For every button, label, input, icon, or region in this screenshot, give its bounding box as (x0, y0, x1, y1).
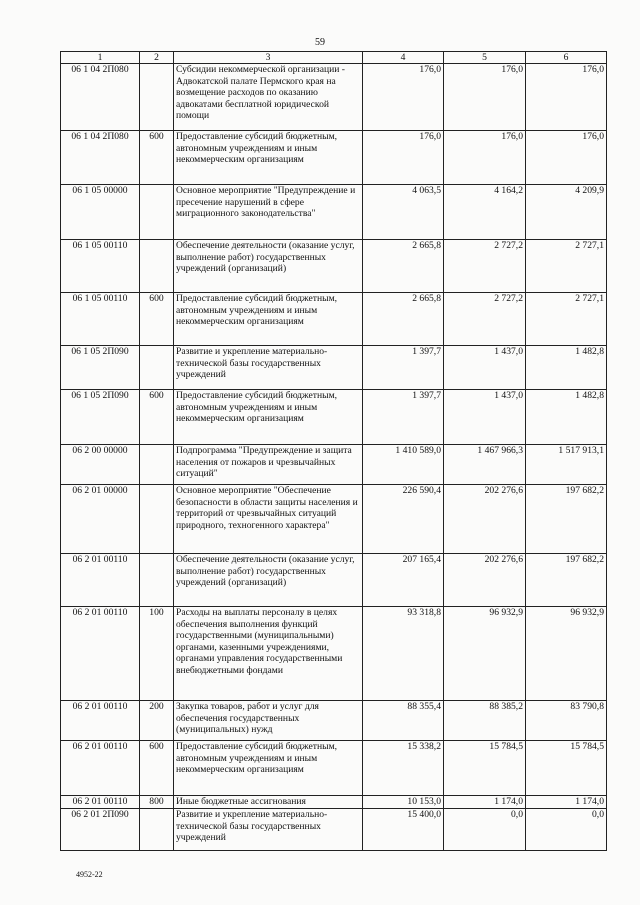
budget-table (60, 51, 607, 851)
item-name: Иные бюджетные ассигнования (174, 796, 363, 809)
expense-type: 600 (140, 131, 174, 185)
expense-type: 200 (140, 701, 174, 741)
item-name: Предоставление субсидий бюджетным, автономным учреждениям и иным некоммерческим организациям (174, 131, 363, 185)
value-col5: 15 784,5 (444, 741, 526, 796)
budget-code: 06 1 05 2П090 (61, 346, 140, 390)
table-row (61, 701, 607, 741)
table-row (61, 390, 607, 445)
budget-code: 06 2 01 00110 (61, 554, 140, 607)
value-col6: 197 682,2 (526, 485, 607, 554)
budget-code: 06 2 01 00110 (61, 796, 140, 809)
value-col6: 1 482,8 (526, 390, 607, 445)
value-col5: 202 276,6 (444, 554, 526, 607)
table-header-row (61, 52, 607, 64)
value-col4: 10 153,0 (363, 796, 444, 809)
value-col4: 15 338,2 (363, 741, 444, 796)
item-name: Предоставление субсидий бюджетным, автономным учреждениям и иным некоммерческим организациям (174, 390, 363, 445)
table-row (61, 131, 607, 185)
expense-type: 800 (140, 796, 174, 809)
item-name: Подпрограмма "Предупреждение и защита населения от пожаров и чрезвычайных ситуаций" (174, 445, 363, 485)
budget-code: 06 1 04 2П080 (61, 131, 140, 185)
page-number: 59 (315, 37, 325, 48)
value-col4: 93 318,8 (363, 607, 444, 701)
table-row (61, 185, 607, 240)
value-col4: 226 590,4 (363, 485, 444, 554)
expense-type (140, 346, 174, 390)
item-name: Закупка товаров, работ и услуг для обеспечения государственных (муниципальных) нужд (174, 701, 363, 741)
item-name: Обеспечение деятельности (оказание услуг, выполнение работ) государственных учреждений (организаций) (174, 240, 363, 293)
item-name: Предоставление субсидий бюджетным, автономным учреждениям и иным некоммерческим организациям (174, 293, 363, 346)
value-col4: 88 355,4 (363, 701, 444, 741)
value-col6: 176,0 (526, 131, 607, 185)
value-col5: 96 932,9 (444, 607, 526, 701)
expense-type (140, 240, 174, 293)
value-col4: 1 397,7 (363, 390, 444, 445)
value-col5: 1 437,0 (444, 346, 526, 390)
item-name: Основное мероприятие "Предупреждение и пресечение нарушений в сфере миграционного законодательства" (174, 185, 363, 240)
column-header: 5 (444, 52, 526, 64)
expense-type (140, 485, 174, 554)
value-col6: 96 932,9 (526, 607, 607, 701)
value-col4: 15 400,0 (363, 809, 444, 851)
value-col4: 2 665,8 (363, 240, 444, 293)
value-col4: 176,0 (363, 131, 444, 185)
table-row (61, 293, 607, 346)
item-name: Основное мероприятие "Обеспечение безопасности в области защиты населения и территорий от чрезвычайных ситуаций природного, техногенного характера" (174, 485, 363, 554)
expense-type: 600 (140, 741, 174, 796)
table-row (61, 796, 607, 809)
item-name: Предоставление субсидий бюджетным, автономным учреждениям и иным некоммерческим организациям (174, 741, 363, 796)
budget-code: 06 2 01 00110 (61, 607, 140, 701)
table-row (61, 64, 607, 131)
column-header: 6 (526, 52, 607, 64)
value-col6: 4 209,9 (526, 185, 607, 240)
value-col5: 202 276,6 (444, 485, 526, 554)
expense-type: 600 (140, 390, 174, 445)
value-col5: 1 174,0 (444, 796, 526, 809)
budget-code: 06 2 00 00000 (61, 445, 140, 485)
expense-type (140, 185, 174, 240)
table-row (61, 554, 607, 607)
value-col6: 2 727,1 (526, 240, 607, 293)
value-col6: 1 482,8 (526, 346, 607, 390)
expense-type: 100 (140, 607, 174, 701)
table-row (61, 809, 607, 851)
table-row (61, 240, 607, 293)
budget-code: 06 1 05 2П090 (61, 390, 140, 445)
value-col4: 4 063,5 (363, 185, 444, 240)
expense-type (140, 64, 174, 131)
value-col5: 0,0 (444, 809, 526, 851)
expense-type (140, 809, 174, 851)
column-header: 1 (61, 52, 140, 64)
table-row (61, 485, 607, 554)
document-code: 4952-22 (76, 870, 103, 879)
value-col6: 1 174,0 (526, 796, 607, 809)
budget-code: 06 2 01 2П090 (61, 809, 140, 851)
value-col5: 88 385,2 (444, 701, 526, 741)
value-col6: 176,0 (526, 64, 607, 131)
value-col6: 83 790,8 (526, 701, 607, 741)
budget-code: 06 2 01 00110 (61, 741, 140, 796)
table-row (61, 346, 607, 390)
column-header: 4 (363, 52, 444, 64)
budget-code: 06 1 04 2П080 (61, 64, 140, 131)
item-name: Развитие и укрепление материально-технической базы государственных учреждений (174, 346, 363, 390)
value-col5: 176,0 (444, 131, 526, 185)
budget-code: 06 1 05 00110 (61, 293, 140, 346)
value-col6: 15 784,5 (526, 741, 607, 796)
value-col4: 176,0 (363, 64, 444, 131)
item-name: Расходы на выплаты персоналу в целях обеспечения выполнения функций государственными (муниципальными) органами, казенными учреждениями, органами управления государственными внебюджетными фондами (174, 607, 363, 701)
value-col5: 1 437,0 (444, 390, 526, 445)
expense-type (140, 445, 174, 485)
value-col6: 0,0 (526, 809, 607, 851)
expense-type (140, 554, 174, 607)
budget-code: 06 2 01 00110 (61, 701, 140, 741)
value-col5: 2 727,2 (444, 293, 526, 346)
value-col4: 1 397,7 (363, 346, 444, 390)
value-col6: 2 727,1 (526, 293, 607, 346)
value-col5: 1 467 966,3 (444, 445, 526, 485)
item-name: Обеспечение деятельности (оказание услуг, выполнение работ) государственных учреждений (организаций) (174, 554, 363, 607)
value-col5: 176,0 (444, 64, 526, 131)
column-header: 3 (174, 52, 363, 64)
value-col5: 4 164,2 (444, 185, 526, 240)
table-row (61, 607, 607, 701)
column-header: 2 (140, 52, 174, 64)
expense-type: 600 (140, 293, 174, 346)
value-col6: 1 517 913,1 (526, 445, 607, 485)
table-row (61, 445, 607, 485)
value-col4: 207 165,4 (363, 554, 444, 607)
item-name: Развитие и укрепление материально-технической базы государственных учреждений (174, 809, 363, 851)
item-name: Субсидии некоммерческой организации - Адвокатской палате Пермского края на возмещение расходов по оказанию адвокатами бесплатной юридической помощи (174, 64, 363, 131)
table-row (61, 741, 607, 796)
value-col4: 1 410 589,0 (363, 445, 444, 485)
budget-code: 06 1 05 00000 (61, 185, 140, 240)
value-col6: 197 682,2 (526, 554, 607, 607)
budget-code: 06 1 05 00110 (61, 240, 140, 293)
value-col5: 2 727,2 (444, 240, 526, 293)
budget-code: 06 2 01 00000 (61, 485, 140, 554)
value-col4: 2 665,8 (363, 293, 444, 346)
